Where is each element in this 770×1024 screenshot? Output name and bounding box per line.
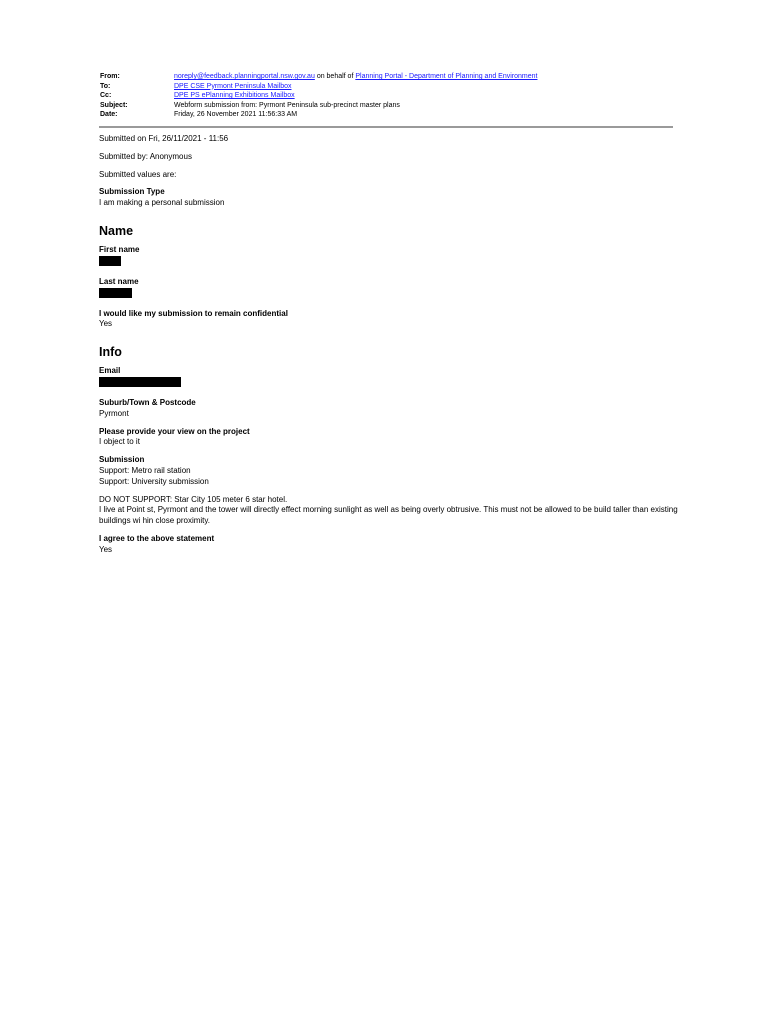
from-label: From:: [100, 73, 120, 80]
submitted-on: Submitted on Fri, 26/11/2021 - 11:56: [99, 134, 229, 143]
info-heading: Info: [99, 345, 122, 360]
email-body: [99, 134, 689, 556]
from-org-link[interactable]: Planning Portal - Department of Planning and Environment: [355, 73, 538, 80]
email-header: [100, 72, 537, 120]
on-behalf-text: on behalf of: [316, 73, 354, 80]
submission-line: DO NOT SUPPORT: Star City 105 meter 6 star hotel.: [99, 494, 288, 504]
to-label: To:: [100, 82, 111, 90]
last-name-label: Last name: [99, 276, 139, 286]
submission-type-value: I am making a personal submission: [99, 198, 225, 208]
to-link[interactable]: DPE CSE Pyrmont Peninsula Mailbox: [174, 82, 292, 90]
suburb-value: Pyrmont: [99, 408, 129, 418]
date-value: Friday, 26 November 2021 11:56:33 AM: [174, 111, 298, 119]
from-row: [100, 72, 537, 82]
to-row: [100, 82, 537, 92]
submission-line: Support: Metro rail station: [99, 465, 191, 475]
from-email-link[interactable]: noreply@feedback.planningportal.nsw.gov.au: [174, 73, 315, 80]
subject-label: Subject:: [100, 101, 128, 109]
view-label: Please provide your view on the project: [99, 426, 250, 436]
subject-value: Webform submission from: Pyrmont Peninsula sub-precinct master plans: [174, 101, 400, 109]
agree-value: Yes: [99, 544, 113, 554]
submission-label: Submission: [99, 455, 145, 465]
submission-line: Support: University submission: [99, 476, 209, 486]
submitted-by: Submitted by: Anonymous: [99, 151, 192, 161]
first-name-label: First name: [99, 244, 140, 254]
subject-row: [100, 101, 537, 111]
view-value: I object to it: [99, 437, 140, 447]
submission-line: I live at Point st, Pyrmont and the tower will directly effect morning sunlight as well as being overly obtrusive. This must not be allowed to be build taller than existing buildings wi hin close proximity.: [99, 505, 678, 526]
email-label: Email: [99, 366, 121, 376]
first-name-redaction: [99, 256, 121, 266]
agree-label: I agree to the above statement: [99, 533, 215, 543]
submission-type-label: Submission Type: [99, 187, 165, 197]
name-heading: Name: [99, 223, 134, 238]
values-intro: Submitted values are:: [99, 169, 177, 179]
suburb-label: Suburb/Town & Postcode: [99, 397, 196, 407]
date-row: [100, 110, 537, 120]
header-divider: [99, 126, 673, 128]
confidential-label: I would like my submission to remain confidential: [99, 308, 288, 318]
confidential-value: Yes: [99, 319, 113, 329]
cc-row: [100, 91, 537, 101]
cc-label: Cc:: [100, 92, 112, 100]
last-name-redaction: [99, 288, 132, 298]
cc-link[interactable]: DPE PS ePlanning Exhibitions Mailbox: [174, 92, 295, 100]
date-label: Date:: [100, 111, 118, 119]
email-redaction: [99, 377, 181, 387]
